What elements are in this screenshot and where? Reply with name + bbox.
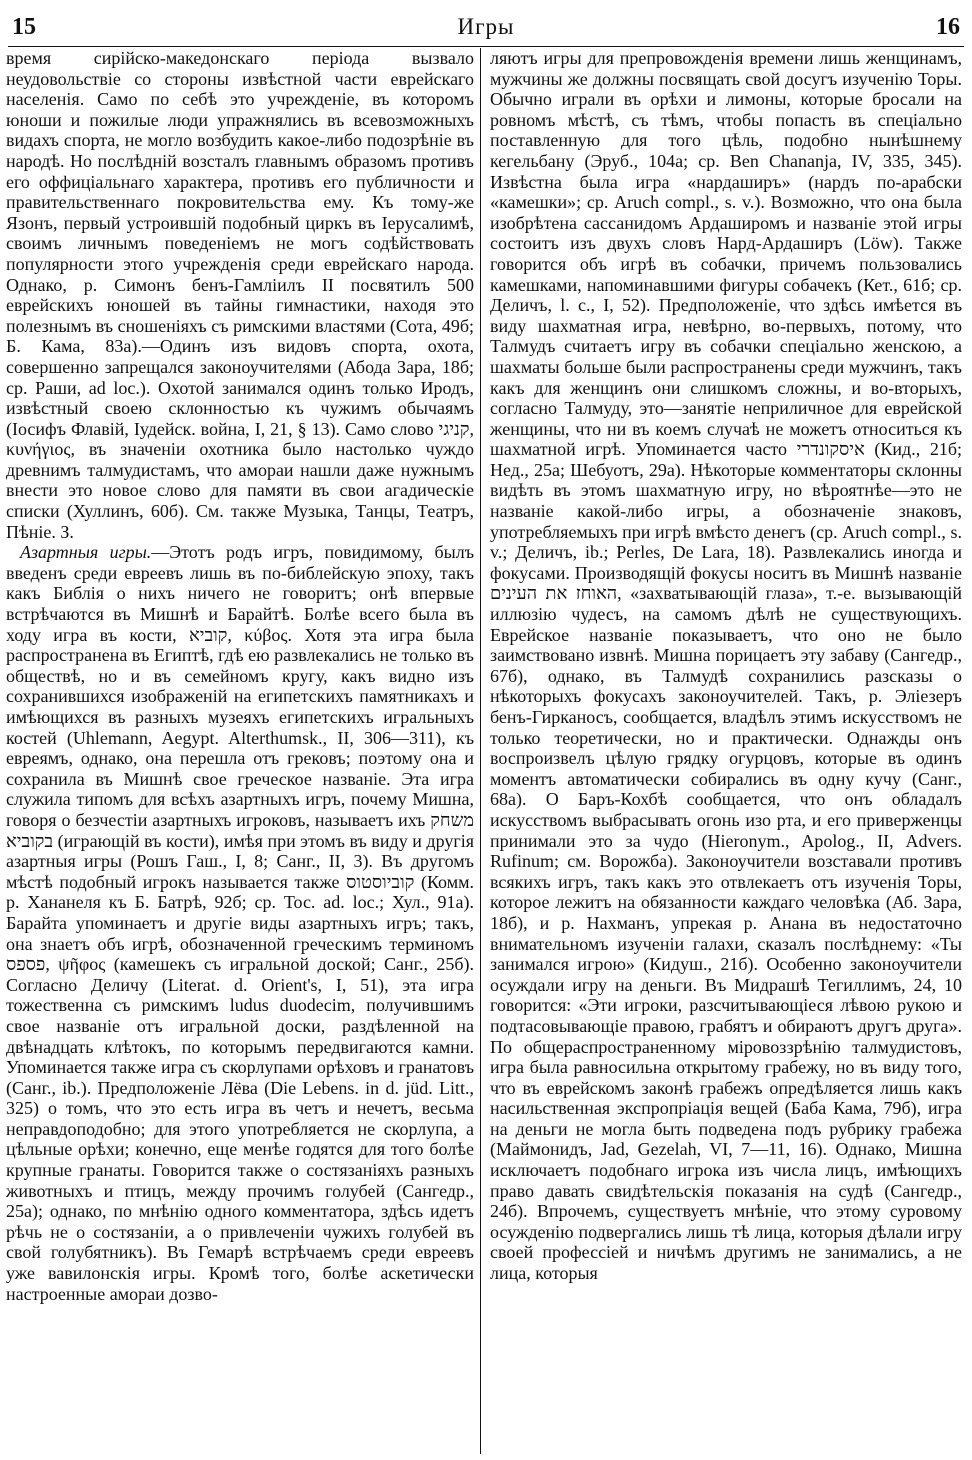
text-column-right — [490, 48, 962, 1454]
paragraph — [6, 48, 474, 542]
running-title: Игры — [457, 14, 515, 39]
paragraph — [490, 48, 962, 1284]
header-rule — [8, 46, 964, 47]
paragraph-text: время сирійско-македонскаго періода вызвало неудовольствіе со стороны извѣстной части еврейскаго населенія. Само по себѣ это учрежденіе, въ которомъ юноши и пожилые люди упражнялись въ всевозможныхъ видахъ спорта, не могло возбудить какое-либо подозрѣніе въ народѣ. Но послѣдній возсталъ главнымъ образомъ противъ его оффиціальнаго характера, противъ его публичности и правительственнаго покровительства ему. Къ тому-же Язонъ, первый устроившій подобный циркъ въ Іерусалимѣ, своимъ личнымъ поведеніемъ не могъ содѣйствовать популярности этого учрежденія среди еврейскаго народа. Однако, р. Симонъ бенъ-Гамліилъ II посвятилъ 500 еврейскихъ юношей въ тайны гимнастики, находя это полезнымъ въ сношеніяхъ съ римскими властями (Сота, 49б; Б. Кама, 83а).—Одинъ изъ видовъ спорта, охота, совершенно запрещался законоучителями (Абода Зара, 18б; ср. Раши, ad loc.). Охотой занимался одинъ только Иродъ, извѣстный своею склонностью къ чужимъ обычаямъ (Іосифъ Флавій, Іудейск. война, I, 21, § 13). Само слово קניגי, κυνήγιος, въ значеніи охотника было настолько чуждо древнимъ талмудистамъ, что амораи нашли даже нужнымъ внести это новое слово для памяти въ свои агадическіе списки (Хуллинъ, 60б). См. также Музыка, Танцы, Театръ, Пѣніе. З. — [6, 48, 474, 542]
paragraph-text: ляютъ игры для препровожденія времени лишь женщинамъ, мужчины же должны посвящать свой досугъ изученію Торы. Обычно играли въ орѣхи и лимоны, которые бросали на ровномъ мѣстѣ, съ тѣмъ, чтобы попасть въ спеціально поставленную для того цѣль, подобно нынѣшнему кегельбану (Эруб., 104а; ср. Ben Chananja, IV, 335, 345). Извѣстна была игра «нардаширъ» (нардъ по-арабски «камешки»; ср. Aruch compl., s. v.). Возможно, что она была изобрѣтена сассанидомъ Ардаширомъ и названіе этой игры состоитъ изъ двухъ словъ Нард-Ардаширъ (Löw). Также говорится объ игрѣ въ собачки, причемъ пользовались камешками, напоминавшими фигуры собачекъ (Кет., 61б; ср. Деличъ, l. c., I, 52). Предположеніе, что здѣсь имѣется въ виду шахматная игра, невѣрно, во-первыхъ, потому, что Талмудъ считаетъ игру въ собачки спеціально женскою, а шахматы больше были распространены среди мужчинъ, такъ какъ для женщинъ они слишкомъ сложны, и во-вторыхъ, согласно Талмуду, это—занятіе неприличное для еврейской женщины, что ни въ коемъ случаѣ не можетъ относиться къ шахматной игрѣ. Упоминается часто איסקונדרי (Кид., 21б; Нед., 25а; Шебуотъ, 29а). Нѣкоторые комментаторы склонны видѣть въ этомъ шахматную игру, но вѣроятнѣе—это не названіе какой-либо игры, а обозначеніе знаковъ, употребляемыхъ при игрѣ вмѣсто денегъ (ср. Aruch compl., s. v.; Деличъ, ib.; Perles, De Lara, 18). Развлекались иногда и фокусами. Производящій фокусы носитъ въ Мишнѣ названіе האוחז את העינים, «захватывающій глаза», т.-е. вызывающій иллюзію чудесъ, на самомъ дѣлѣ не существующихъ. Еврейское названіе показываетъ, что оно не было заимствовано извнѣ. Мишна порицаетъ эту забаву (Сангедр., 67б), однако, въ Талмудѣ сохранились разсказы о нѣкоторыхъ фокусахъ законоучителей. Такъ, р. Эліезеръ бенъ-Гирканосъ, сообщается, владѣлъ этимъ искусствомъ не только теоретически, но и практически. Однажды онъ воспроизвелъ цѣлую грядку огурцовъ, которые въ одинъ моментъ автоматически собирались въ одну кучу (Санг., 68а). О Баръ-Кохбѣ сообщается, что онъ обладалъ искусствомъ выбрасывать огонь изо рта, и его приверженцы принимали это за чудо (Hieronym., Apolog., II, Advers. Rufinum; см. Ворожба). Законоучители возставали противъ всякихъ игръ, такъ какъ это отвлекаетъ отъ изученія Торы, которое лежитъ на обязанности каждаго человѣка (Аб. Зара, 18б), и р. Нахманъ, упрекая р. Анана въ недостаточно внимательномъ изученіи галахи, сказалъ послѣднему: «Ты занимался игрою» (Кидуш., 21б). Особенно законоучители осуждали игру на деньги. Въ Мидрашѣ Тегиллимъ, 24, 10 говорится: «Эти игроки, разсчитывающіеся лѣвою рукою и подтасовывающіе правою, грабятъ и обираютъ другъ друга». По общераспространенному міровоззрѣнію талмудистовъ, игра была равносильна открытому грабежу, но въ виду того, что въ еврейскомъ законѣ грабежъ опредѣляется лишь какъ насильственная экспропріація вещей (Баба Кама, 79б), игра на деньги не могла быть подведена подъ рубрику грабежа (Маймонидъ, Jad, Gezelah, VI, 7—11, 16). Однако, Мишна исключаетъ подобнаго игрока изъ числа лицъ, имѣющихъ право давать свидѣтельскія показанія на судѣ (Сангедр., 24б). Впрочемъ, существуетъ мнѣніе, что этому суровому осужденію подвергались лишь тѣ лица, которыя дѣлали игру своей профессіей и ничѣмъ другимъ не занимались, а не лица, которыя — [490, 48, 962, 1284]
running-header — [12, 10, 960, 42]
paragraph — [6, 542, 474, 1304]
page-number-left: 15 — [12, 14, 36, 40]
text-column-left — [6, 48, 474, 1454]
page-number-right: 16 — [936, 14, 960, 40]
section-heading: Азартныя игры. — [20, 542, 152, 563]
column-divider — [480, 48, 481, 1454]
paragraph-text: —Этотъ родъ игръ, повидимому, былъ введенъ среди евреевъ лишь въ по-библейскую эпоху, такъ какъ Библія о нихъ ничего не говоритъ; онѣ впервые встрѣчаются въ Мишнѣ и Барайтѣ. Болѣе всего была въ ходу игра въ кости, קוביא, κύβος. Хотя эта игра была распространена въ Египтѣ, гдѣ ею развлекались не только въ обществѣ, но и въ семейномъ кругу, какъ видно изъ сохранившихся изображеній на египетскихъ памятникахъ и имѣющихся въ разныхъ музеяхъ египетскихъ игральныхъ костей (Uhlemann, Aegypt. Alterthumsk., II, 306—311), къ евреямъ, однако, она перешла отъ грековъ; поэтому она и сохранила въ Мишнѣ свое греческое названіе. Эта игра служила типомъ для всѣхъ азартныхъ игръ, почему Мишна, говоря о безчестіи азартныхъ игроковъ, называетъ ихъ משחק בקוביא (играющій въ кости), имѣя при этомъ въ виду и другія азартныя игры (Рошъ Гаш., I, 8; Санг., II, 3). Въ другомъ мѣстѣ подобный игрокъ называется также קוביוסטוס (Комм. р. Хананеля къ Б. Батрѣ, 92б; ср. Тос. ad. loc.; Хул., 91а). Барайта упоминаетъ и другіе виды азартныхъ игръ; такъ, она знаетъ объ игрѣ, обозначенной греческимъ терминомъ פספס, ψῆφος (камешекъ съ игральной доской; Санг., 25б). Согласно Деличу (Literat. d. Orient's, I, 51), эта игра тожественна съ римскимъ ludus duodecim, получившимъ свое названіе отъ игральной доски, раздѣленной на двѣнадцать клѣтокъ, по которымъ передвигаются камни. Упоминается также игра съ скорлупами орѣховъ и гранатовъ (Санг., ib.). Предположеніе Лёва (Die Lebens. in d. jüd. Litt., 325) о томъ, что это есть игра въ четъ и нечетъ, весьма неправдоподобно; для этого употребляется не скорлупа, а цѣльные орѣхи; конечно, еще менѣе годятся для того болѣе крупные гранаты. Говорится также о состязаніяхъ разныхъ животныхъ и птицъ, между прочимъ голубей (Сангедр., 25а); однако, по мнѣнію одного комментатора, здѣсь идетъ рѣчь не о состязаніи, а о привлеченіи чужихъ голубей въ свой голубятникъ). Въ Гемарѣ встрѣчаемъ среди евреевъ уже вавилонскія игры. Кромѣ того, болѣе аскетически настроенные амораи дозво- — [6, 542, 474, 1304]
